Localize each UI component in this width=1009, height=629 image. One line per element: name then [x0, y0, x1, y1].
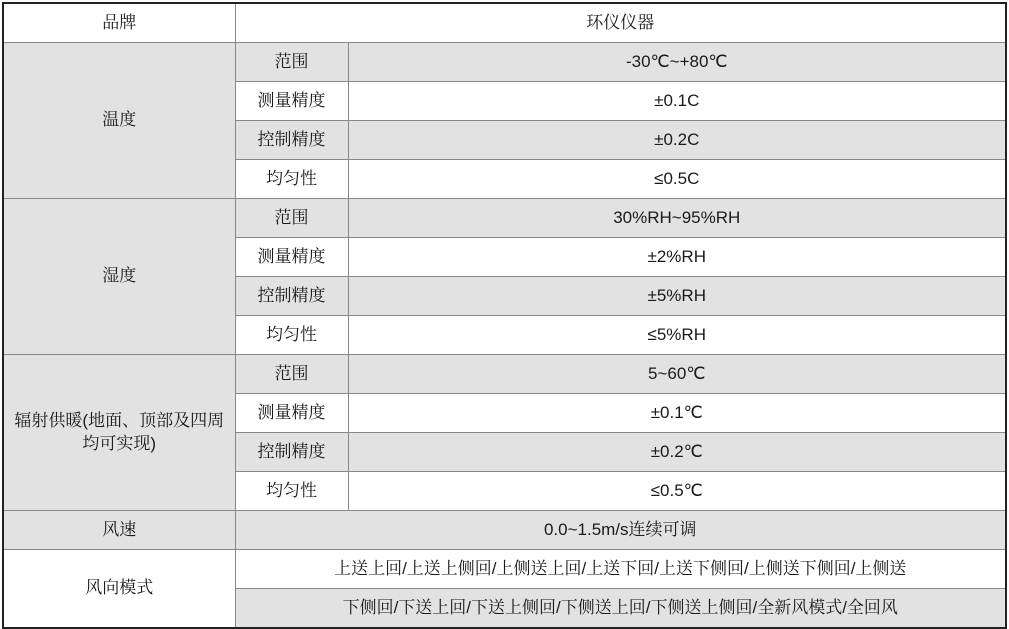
param-label: 均匀性 [235, 472, 348, 511]
param-value: 30%RH~95%RH [348, 199, 1006, 238]
param-value: 5~60℃ [348, 355, 1006, 394]
param-value: ±0.1C [348, 82, 1006, 121]
table-row [3, 3, 1006, 43]
specifications-table [2, 2, 1007, 629]
brand-value: 环仪仪器 [235, 3, 1006, 43]
table-row [3, 511, 1006, 550]
param-value: ≤5%RH [348, 316, 1006, 355]
param-value: ±0.2℃ [348, 433, 1006, 472]
wind-speed-value: 0.0~1.5m/s连续可调 [235, 511, 1006, 550]
param-value: ≤0.5C [348, 160, 1006, 199]
table-row [3, 199, 1006, 238]
table-row [3, 550, 1006, 589]
wind-mode-line-1: 上送上回/上送上侧回/上侧送上回/上送下回/上送下侧回/上侧送下侧回/上侧送 [235, 550, 1006, 589]
param-label: 控制精度 [235, 121, 348, 160]
category-radiant-heating: 辐射供暖(地面、顶部及四周均可实现) [3, 355, 235, 511]
category-temperature: 温度 [3, 43, 235, 199]
param-label: 控制精度 [235, 433, 348, 472]
param-label: 测量精度 [235, 394, 348, 433]
param-label: 测量精度 [235, 238, 348, 277]
wind-mode-line-2: 下侧回/下送上回/下送上侧回/下侧送上回/下侧送上侧回/全新风模式/全回风 [235, 589, 1006, 629]
param-value: ±0.1℃ [348, 394, 1006, 433]
param-value: ≤0.5℃ [348, 472, 1006, 511]
param-label: 范围 [235, 355, 348, 394]
table-row [3, 43, 1006, 82]
param-value: -30℃~+80℃ [348, 43, 1006, 82]
param-label: 范围 [235, 43, 348, 82]
param-label: 均匀性 [235, 316, 348, 355]
param-label: 范围 [235, 199, 348, 238]
wind-speed-label: 风速 [3, 511, 235, 550]
param-label: 控制精度 [235, 277, 348, 316]
param-value: ±5%RH [348, 277, 1006, 316]
table-row [3, 355, 1006, 394]
param-value: ±2%RH [348, 238, 1006, 277]
category-humidity: 湿度 [3, 199, 235, 355]
param-label: 测量精度 [235, 82, 348, 121]
param-label: 均匀性 [235, 160, 348, 199]
brand-label: 品牌 [3, 3, 235, 43]
param-value: ±0.2C [348, 121, 1006, 160]
wind-mode-label: 风向模式 [3, 550, 235, 629]
